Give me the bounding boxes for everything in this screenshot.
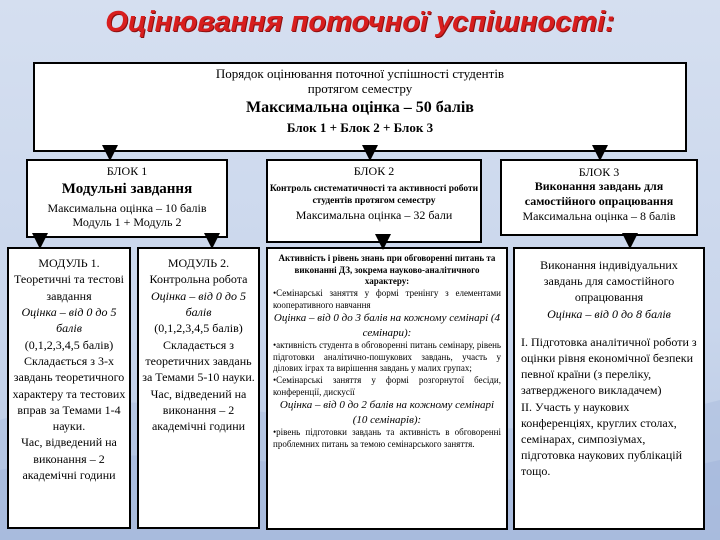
module-2-subtitle: Контрольна робота: [149, 272, 248, 287]
module-1-box: [7, 247, 131, 529]
block-3-box: [500, 159, 698, 236]
block-2-discussion-item: •Семінарські заняття у формі розгорнутої бесіди, конференції, дискусії: [273, 375, 501, 397]
block-2-training-item: •Семінарські заняття у формі тренінгу з елементами кооперативного навчання: [273, 288, 501, 310]
block-3-header: БЛОК 3: [578, 165, 620, 179]
module-1-time: Час, відведений на виконання – 2 академічні години: [21, 435, 117, 483]
block-2-details-box: [266, 247, 508, 530]
block-2-description: Контроль систематичності та активності роботи студентів протягом семестру: [269, 183, 479, 207]
block-3-item-2: ІІ. Участь у наукових конференціях, круглих столах, семінарах, симпозіумах, підготовка наукових публікацій тощо.: [521, 399, 683, 479]
module-1-title: МОДУЛЬ 1.: [38, 256, 100, 270]
block-3-item-1: І. Підготовка аналітичної роботи з оцінки рівня економічної безпеки певної країни (з переліку, затвердженого викладачем): [521, 334, 697, 398]
summary-line-2: протягом семестру: [307, 80, 413, 96]
block-2-details-intro: Активність і рівень знань при обговоренні питань та виконанні ДЗ, зокрема науково-аналітичного характеру:: [278, 253, 496, 287]
module-2-scale: (0,1,2,3,4,5 балів): [154, 321, 243, 336]
summary-formula: Блок 1 + Блок 2 + Блок 3: [286, 120, 434, 136]
block-3-max: Максимальна оцінка – 8 балів: [522, 209, 676, 224]
block-2-training-score: Оцінка – від 0 до 3 балів на кожному семінарі (4 семінари):: [273, 312, 501, 339]
summary-line-1: Порядок оцінювання поточної успішності студентів: [215, 66, 505, 81]
block-1-formula: Модуль 1 + Модуль 2: [72, 214, 182, 229]
module-2-box: [137, 247, 260, 529]
module-1-description: Складається з 3-х завдань теоретичного характеру та тестових вправ за Темами 1-4 науки.: [12, 353, 126, 434]
block-3-task: Виконання завдань для самостійного опрацювання: [524, 179, 674, 209]
block-3-details-box: [513, 247, 705, 530]
block-2-header: БЛОК 2: [353, 164, 395, 178]
block-1-header: БЛОК 1: [106, 164, 148, 178]
block-3-details-score: Оцінка – від 0 до 8 балів: [547, 306, 671, 321]
module-2-title: МОДУЛЬ 2.: [167, 256, 230, 270]
block-2-discussion-score: Оцінка – від 0 до 2 балів на кожному семінарі (10 семінарів):: [279, 399, 495, 426]
module-1-scale: (0,1,2,3,4,5 балів): [24, 337, 114, 352]
module-1-subtitle: Теоретичні та тестові завдання: [14, 272, 124, 303]
module-2-score: Оцінка – від 0 до 5 балів: [151, 288, 246, 319]
block-2-max: Максимальна оцінка – 32 бали: [295, 208, 453, 223]
block-2-discussion-criteria: •рівень підготовки завдань та активність в обговоренні проблемних питань за темою семінарського заняття.: [273, 427, 501, 449]
block-3-details-title: Виконання індивідуальних завдань для самостійного опрацювання: [540, 258, 678, 305]
slide-title: Оцінювання поточної успішності:: [105, 6, 615, 38]
block-1-name: Модульні завдання: [61, 180, 193, 197]
summary-box: [33, 62, 687, 152]
block-2-training-criteria: •активність студента в обговоренні питань семінару, рівень підготовки аналітично-пошукових завдань, участь у ділових іграх та вирішення завдань у малих групах;: [273, 340, 501, 374]
block-1-max: Максимальна оцінка – 10 балів: [47, 201, 207, 216]
module-1-score: Оцінка – від 0 до 5 балів: [21, 304, 117, 336]
block-2-box: [266, 159, 482, 243]
summary-max-score: Максимальна оцінка – 50 балів: [246, 98, 474, 116]
block-1-box: [26, 159, 228, 238]
module-2-time: Час, відведений на виконання – 2 академічні години: [150, 386, 247, 434]
module-2-description: Складається з теоретичних завдань за Темами 5-10 науки.: [142, 337, 255, 385]
